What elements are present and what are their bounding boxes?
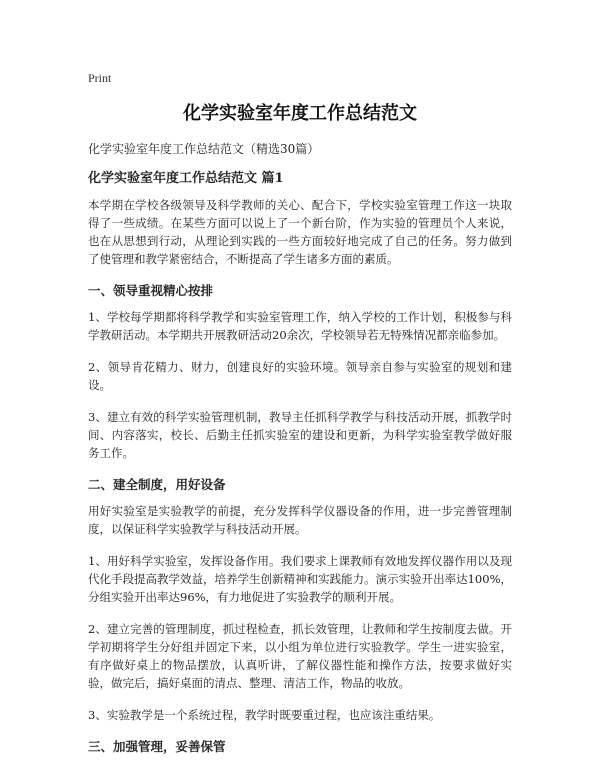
section-heading-1: 一、领导重视精心按排 — [88, 283, 214, 298]
section-2-paragraph-1: 用好实验室是实验教学的前提，充分发挥科学仪器设备的作用，进一步完善管理制度，以保证科学实验教学与科技活动开展。 — [88, 504, 512, 536]
section-heading-2: 二、建全制度，用好设备 — [88, 477, 226, 492]
section-2-paragraph-3: 2、建立完善的管理制度，抓过程检查，抓长效管理，让教师和学生按制度去做。开学初期将学生分好组并固定下来，以小组为单位进行实验教学。学生一进实验室，有序做好桌上的物品摆放，认真听讲，了解仪器性能和操作方法，按要求做好实验，做完后，搞好桌面的清点、整理、清洁工作，物品的收放。 — [88, 622, 512, 690]
section-1-paragraph-1: 1、学校每学期都将科学教学和实验室管理工作，纳入学校的工作计划，积极参与科学教研活动。本学期共开展教研活动20余次，学校领导若无特殊情况都亲临参加。 — [88, 310, 512, 342]
section-2-paragraph-4: 3、实验教学是一个系统过程，教学时既要重过程，也应该注重结果。 — [88, 708, 441, 722]
section-2-paragraph-2: 1、用好科学实验室，发挥设备作用。我们要求上课教师有效地发挥仪器作用以及现代化手段提高教学效益，培养学生创新精神和实践能力。演示实验开出率达100%，分组实验开出率达96%，有力地促进了实验教学的顺利开展。 — [88, 554, 512, 604]
section-1-paragraph-3: 3、建立有效的科学实验管理机制，教导主任抓科学教学与科技活动开展，抓教学时间、内容落实，校长、后勤主任抓实验室的建设和更新，为科学实验室教学做好服务工作。 — [88, 410, 512, 460]
document-title: 化学实验室年度工作总结范文 — [183, 103, 417, 124]
section-heading-3: 三、加强管理，妥善保管 — [88, 739, 226, 754]
print-label[interactable]: Print — [88, 71, 112, 85]
section-1-paragraph-2: 2、领导肯花精力、财力，创建良好的实验环境。领导亲自参与实验室的规划和建设。 — [88, 360, 512, 392]
intro-paragraph: 本学期在学校各级领导及科学教师的关心、配合下，学校实验室管理工作这一块取得了一些成绩。在某些方面可以说上了一个新台阶，作为实验的管理员个人来说，也在从思想到行动，从理论到实践的一些方面较好地完成了自己的任务。努力做到了使管理和教学紧密结合，不断提高了学生诸多方面的素质。 — [88, 198, 512, 266]
article-heading: 化学实验室年度工作总结范文 篇1 — [88, 171, 284, 186]
document-subtitle: 化学实验室年度工作总结范文（精选30篇） — [88, 142, 320, 156]
